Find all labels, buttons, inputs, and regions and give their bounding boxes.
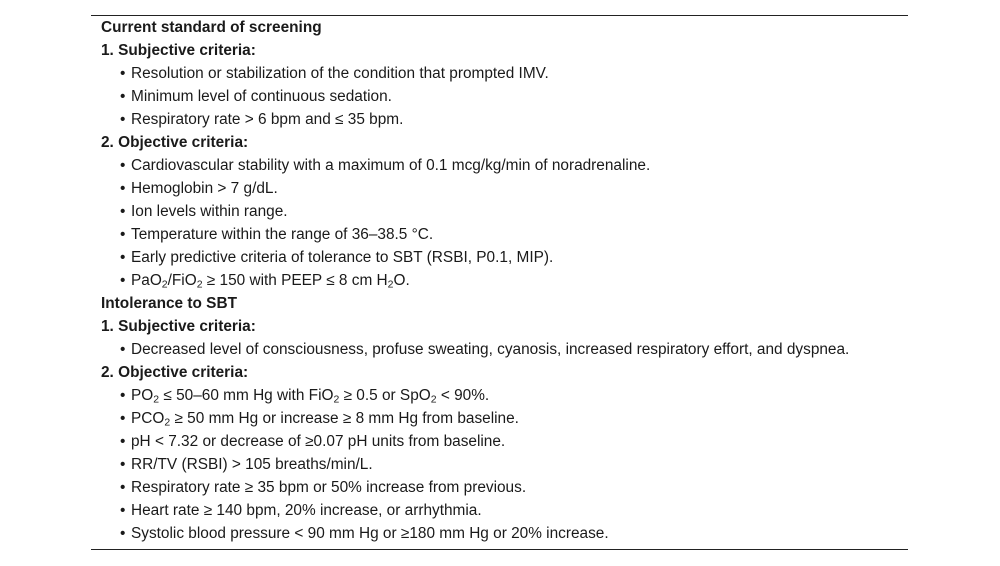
bullet-icon: • [120,180,126,197]
list-item: • Decreased level of consciousness, profuse sweating, cyanosis, increased respiratory effort, and dyspnea. [101,338,901,361]
bullet-icon: • [120,433,126,450]
list-item: • Systolic blood pressure < 90 mm Hg or ≥180 mm Hg or 20% increase. [101,522,901,545]
section-title-screening: Current standard of screening [101,19,322,36]
list-item: • Ion levels within range. [101,200,901,223]
criteria-table [101,16,901,545]
bullet-icon: • [120,226,126,243]
bullet-icon: • [120,88,126,105]
list-item-pafi: • PaO$_2$/FiO$_2$ ≥ 150 with PEEP ≤ 8 cm $H_2O$. [101,269,901,292]
list-item: • pH < 7.32 or decrease of ≥0.07 pH units from baseline. [101,430,901,453]
bullet-icon: • [120,341,126,358]
section-title-intolerance: Intolerance to SBT [101,295,237,312]
list-item: • Early predictive criteria of tolerance to SBT (RSBI, P0.1, MIP). [101,246,901,269]
bullet-icon: • [120,502,126,519]
list-item: • Temperature within the range of 36–38.5 °C. [101,223,901,246]
bullet-icon: • [120,272,126,289]
objective-criteria-heading: 2. Objective criteria: [101,134,249,151]
list-item: • Resolution or stabilization of the condition that prompted IMV. [101,62,901,85]
subjective-criteria-heading: 1. Subjective criteria: [101,42,256,59]
bullet-icon: • [120,203,126,220]
list-item: • Hemoglobin > 7 g/dL. [101,177,901,200]
list-item: • Cardiovascular stability with a maximum of 0.1 mcg/kg/min of noradrenaline. [101,154,901,177]
list-item: • Respiratory rate > 6 bpm and ≤ 35 bpm. [101,108,901,131]
bullet-icon: • [120,525,126,542]
bullet-icon: • [120,410,126,427]
table-bottom-rule [91,549,908,550]
bullet-icon: • [120,249,126,266]
bullet-icon: • [120,479,126,496]
bullet-icon: • [120,387,126,404]
list-item-po2: • $PO_2 \le 50-60$ mm Hg with FiO$_2$ ≥ 0.5 or SpO$_2$ < 90%. [101,384,901,407]
subjective-criteria-heading: 1. Subjective criteria: [101,318,256,335]
bullet-icon: • [120,111,126,128]
list-item: • Heart rate ≥ 140 bpm, 20% increase, or arrhythmia. [101,499,901,522]
list-item-pco2: • $PCO_2 \ge 50$ mm Hg or increase ≥ 8 mm Hg from baseline. [101,407,901,430]
bullet-icon: • [120,65,126,82]
list-item: • RR/TV (RSBI) > 105 breaths/min/L. [101,453,901,476]
list-item: • Minimum level of continuous sedation. [101,85,901,108]
list-item: • Respiratory rate ≥ 35 bpm or 50% increase from previous. [101,476,901,499]
objective-criteria-heading: 2. Objective criteria: [101,364,249,381]
bullet-icon: • [120,157,126,174]
bullet-icon: • [120,456,126,473]
